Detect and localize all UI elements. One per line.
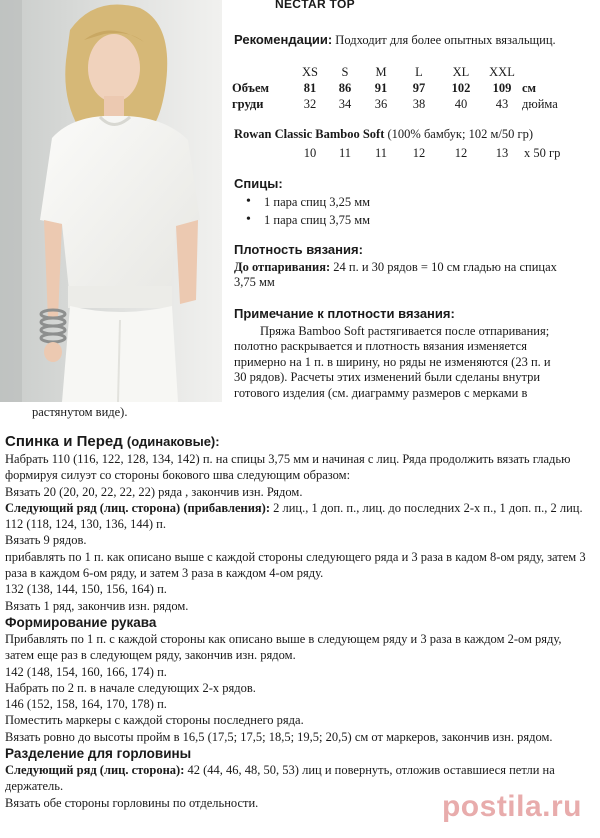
- gauge-note-body: [234, 324, 596, 401]
- instruction-paragraph: Вязать ровно до высоты пройм в 16,5 (17,5; 17,5; 18,5; 19,5; 20,5) см от маркеров, закончив изн. рядом.: [5, 729, 553, 744]
- chest-label-2: груди: [232, 96, 264, 111]
- pattern-title: NECTAR TOP: [275, 0, 355, 11]
- size-inch-value: 32: [303, 96, 317, 111]
- instruction-paragraph: Прибавлять по 1 п. с каждой стороны как описано выше в следующем ряду и 3 раза в каждом 2-ом ряду, затем еще раз в следующем ряду, закончив изн. рядом.: [5, 631, 562, 663]
- needles-item: • 1 пара спиц 3,25 мм: [234, 193, 370, 211]
- size-label: XL: [452, 64, 470, 79]
- yarn-qty: 11: [338, 145, 352, 160]
- instruction-text: 2 лиц., 1 доп. п., лиц. до последних 2-х п., 1 доп. п., 2 лиц.: [273, 500, 583, 515]
- sleeve-heading: Формирование рукава: [5, 614, 157, 630]
- size-label: XS: [302, 64, 318, 79]
- chest-label-1: Объем: [232, 80, 270, 95]
- watermark-text: postila.ru: [441, 790, 582, 823]
- size-header-row: [232, 64, 570, 80]
- back-front-heading-text: Спинка и Перед: [5, 433, 123, 450]
- size-label: L: [415, 64, 423, 79]
- gauge-title: Плотность вязания:: [234, 242, 363, 257]
- yarn-line: [234, 127, 533, 142]
- size-label: XXL: [489, 64, 515, 79]
- gauge-text: 24 п. и 30 рядов = 10 см гладью на спицах: [333, 260, 557, 274]
- yarn-qty: 12: [412, 145, 426, 160]
- size-inch-value: 43: [495, 96, 509, 111]
- cm-unit: см: [522, 80, 537, 95]
- size-cm-value: 91: [374, 80, 388, 95]
- gauge-note-line: 30 рядов). Расчеты этих изменений были сделаны внутри: [234, 370, 541, 385]
- gauge-line-1: [234, 260, 557, 275]
- gauge-note-line: полотно раскрывается и плотность вязания изменяется: [234, 339, 527, 354]
- yarn-desc: (100% бамбук; 102 м/50 гр): [387, 127, 533, 141]
- size-inch-value: 40: [454, 96, 468, 111]
- instruction-paragraph: 146 (152, 158, 164, 170, 178) п.: [5, 697, 167, 712]
- yarn-qty: 12: [454, 145, 468, 160]
- yarn-quantity-table: [292, 145, 576, 161]
- gauge-note-line: Пряжа Bamboo Soft растягивается после отпаривания;: [260, 324, 550, 338]
- gauge-line-2: 3,75 мм: [234, 275, 275, 289]
- size-cm-row: [232, 80, 570, 96]
- needles-list: [234, 193, 370, 229]
- model-photo: [0, 0, 222, 402]
- yarn-qty: 10: [303, 145, 317, 160]
- instructions: [5, 432, 593, 811]
- instruction-paragraph: Вязать 1 ряд, закончив изн. рядом.: [5, 598, 189, 613]
- yarn-quantity-row: [292, 145, 576, 161]
- gauge-note-line: примерно на 1 п. в ширину, но ряды не изменяются (23 п. и: [234, 354, 551, 369]
- instruction-paragraph: Вязать 20 (20, 20, 22, 22, 22) ряда , закончив изн. Рядом.: [5, 484, 303, 499]
- inch-unit: дюйма: [522, 96, 558, 111]
- watermark: [442, 790, 582, 824]
- gauge-note-title: Примечание к плотности вязания:: [234, 306, 455, 321]
- recommendations-label: Рекомендации:: [234, 32, 333, 47]
- needles-item: • 1 пара спиц 3,75 мм: [234, 211, 370, 229]
- yarn-unit: x 50 гр: [524, 145, 561, 160]
- instruction-paragraph: 112 (118, 124, 130, 136, 144) п.: [5, 517, 166, 532]
- size-cm-value: 97: [412, 80, 426, 95]
- instruction-bold: Следующий ряд (лиц. сторона):: [5, 763, 185, 778]
- instruction-paragraph: Вязать 9 рядов.: [5, 533, 87, 548]
- size-inch-value: 38: [412, 96, 426, 111]
- instruction-paragraph: Поместить маркеры с каждой стороны последнего ряда.: [5, 713, 304, 728]
- size-label: M: [375, 64, 387, 79]
- size-table: [232, 64, 570, 112]
- yarn-name: Rowan Classic Bamboo Soft: [234, 127, 385, 141]
- instruction-paragraph: Вязать обе стороны горловины по отдельности.: [5, 795, 259, 810]
- recommendations: [234, 32, 556, 48]
- size-inch-value: 34: [338, 96, 352, 111]
- yarn-qty: 11: [374, 145, 388, 160]
- back-front-heading-note: (одинаковые):: [126, 434, 220, 449]
- instruction-bold: Следующий ряд (лиц. сторона) (прибавления):: [5, 500, 270, 515]
- instruction-paragraph: 142 (148, 154, 160, 166, 174) п.: [5, 664, 167, 679]
- gauge-note-continuation: растянутом виде).: [32, 405, 128, 419]
- gauge-note-line: готового изделия (см. диаграмму размеров с мерками в: [234, 385, 528, 400]
- recommendations-text: Подходит для более опытных вязальщиц.: [335, 33, 556, 47]
- size-cm-value: 81: [303, 80, 317, 95]
- size-inch-value: 36: [374, 96, 388, 111]
- instruction-paragraph: прибавлять по 1 п. как описано выше с каждой стороны следующего ряда и 3 раза в кадом 8-ом ряду, затем 3 раза в каждом 6-ом ряду, и затем 3 раза в каждом 4-ом ряду.: [5, 549, 586, 581]
- instruction-paragraph: 132 (138, 144, 150, 156, 164) п.: [5, 582, 167, 597]
- needles-title: Спицы:: [234, 176, 283, 191]
- size-cm-value: 102: [451, 80, 471, 95]
- back-front-heading: [5, 432, 593, 451]
- instruction-paragraph: Набрать по 2 п. в начале следующих 2-х рядов.: [5, 680, 256, 695]
- instruction-paragraph: [5, 500, 593, 516]
- size-label: S: [341, 64, 349, 79]
- gauge-label: До отпаривания:: [234, 260, 331, 274]
- size-cm-value: 109: [492, 80, 512, 95]
- instruction-paragraph: Набрать 110 (116, 122, 128, 134, 142) п. на спицы 3,75 мм и начиная с лиц. Ряда продолжить вязать гладью формируя силуэт со стороны бокового шва следующим образом:: [5, 452, 571, 483]
- size-cm-value: 86: [338, 80, 352, 95]
- size-inch-row: [232, 96, 570, 112]
- yarn-qty: 13: [495, 145, 509, 160]
- model-illustration: [0, 0, 222, 402]
- neck-heading: Разделение для горловины: [5, 746, 192, 762]
- instruction-text: 42 (44, 46, 48, 50, 53) лиц и повернуть, отложив оставшиеся петли на держатель.: [5, 763, 555, 794]
